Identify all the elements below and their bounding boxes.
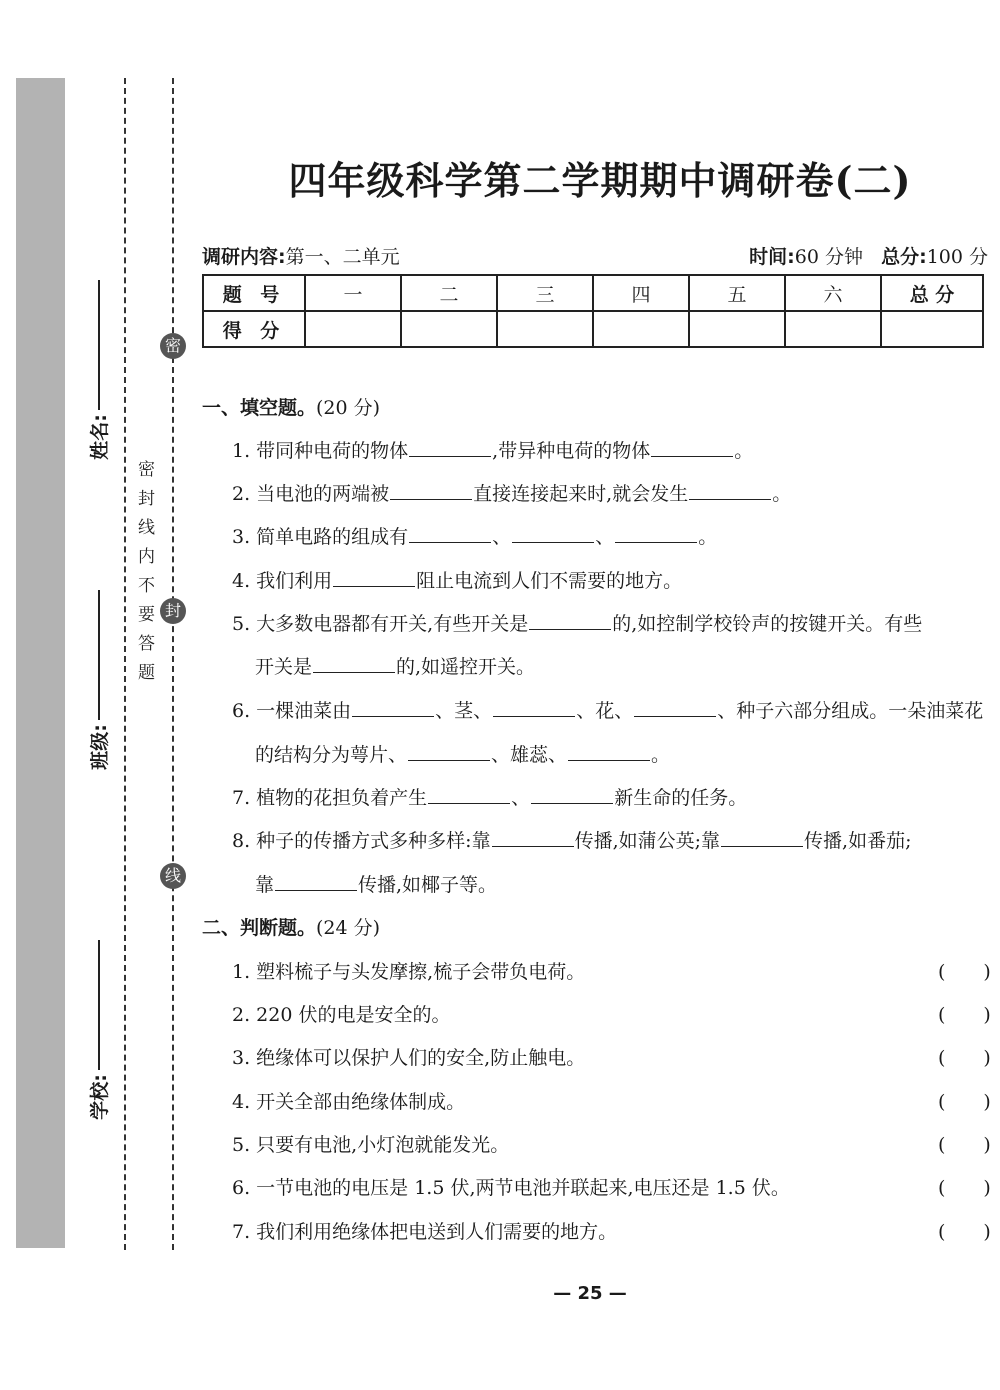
score-table-header: 五 [689, 275, 785, 311]
class-line[interactable] [97, 590, 100, 720]
question-text: 靠 [255, 874, 275, 896]
question-text: 传播,如椰子等。 [358, 874, 498, 896]
name-field[interactable] [78, 280, 118, 460]
school-label: 学校: [88, 1074, 111, 1120]
question-text: 2. 当电池的两端被 [232, 483, 390, 505]
binding-margin-bar [16, 78, 65, 1248]
answer-blank[interactable] [634, 715, 716, 717]
answer-blank[interactable] [409, 541, 491, 543]
score-table-header: 六 [785, 275, 881, 311]
question-text: 阻止电流到人们不需要的地方。 [416, 570, 683, 592]
score-table-header-row [203, 275, 983, 311]
score-cell[interactable] [689, 311, 785, 347]
time-value: 60 分钟 [794, 246, 863, 268]
fill-question-6 [232, 696, 983, 723]
total-label: 总分: [881, 246, 927, 268]
name-line[interactable] [97, 280, 100, 410]
seal-line-note: 密封线内不要答题 [134, 460, 154, 692]
question-text: 的,如控制学校铃声的按键开关。有些 [612, 613, 923, 635]
score-table-header: 一 [305, 275, 401, 311]
seal-char-mi: 密 [160, 333, 186, 359]
score-cell[interactable] [785, 311, 881, 347]
answer-parentheses[interactable]: ( ) [938, 1091, 991, 1113]
question-text: 、雄蕊、 [491, 744, 568, 766]
fill-question-8 [232, 826, 911, 853]
answer-blank[interactable] [313, 671, 395, 673]
answer-blank[interactable] [428, 802, 510, 804]
judge-question-4: 4. 开关全部由绝缘体制成。 [232, 1091, 466, 1113]
answer-parentheses[interactable]: ( ) [938, 1177, 991, 1199]
fill-question-4 [232, 566, 682, 593]
question-text: 、种子六部分组成。一朵油菜花 [717, 700, 984, 722]
question-text: 直接连接起来时,就会发生 [473, 483, 689, 505]
question-text: 。 [734, 440, 754, 462]
section-true-false-heading: 二、判断题。 [202, 917, 317, 939]
score-cell[interactable] [497, 311, 593, 347]
class-label: 班级: [88, 724, 111, 770]
answer-blank[interactable] [689, 498, 771, 500]
score-table-header: 总 分 [881, 275, 983, 311]
answer-parentheses[interactable]: ( ) [938, 1004, 991, 1026]
time-label: 时间: [749, 246, 795, 268]
answer-blank[interactable] [275, 889, 357, 891]
question-text: 、 [511, 787, 531, 809]
question-text: 传播,如番茄; [804, 830, 912, 852]
question-text: 6. 一棵油菜由 [232, 700, 352, 722]
fill-question-1 [232, 436, 753, 463]
scope-value: 第一、二单元 [285, 246, 400, 268]
answer-blank[interactable] [492, 845, 574, 847]
school-line[interactable] [97, 940, 100, 1070]
question-text: 新生命的任务。 [614, 787, 748, 809]
question-text: 5. 大多数电器都有开关,有些开关是 [232, 613, 529, 635]
answer-blank[interactable] [493, 715, 575, 717]
school-field[interactable] [78, 940, 118, 1120]
seal-dash-line-outer [124, 78, 126, 1250]
judge-question-3: 3. 绝缘体可以保护人们的安全,防止触电。 [232, 1047, 586, 1069]
judge-question-2: 2. 220 伏的电是安全的。 [232, 1004, 451, 1026]
seal-char-xian: 线 [160, 863, 186, 889]
question-text: 。 [698, 526, 718, 548]
question-text: 4. 我们利用 [232, 570, 333, 592]
answer-parentheses[interactable]: ( ) [938, 1047, 991, 1069]
total-value: 100 分 [926, 246, 988, 268]
fill-question-6-cont [255, 740, 670, 767]
section-true-false-points: (24 分) [316, 917, 381, 939]
answer-blank[interactable] [390, 498, 472, 500]
score-table-header: 四 [593, 275, 689, 311]
score-table [202, 274, 984, 348]
answer-parentheses[interactable]: ( ) [938, 1134, 991, 1156]
fill-question-7 [232, 783, 747, 810]
answer-blank[interactable] [529, 628, 611, 630]
question-text: 、茎、 [435, 700, 493, 722]
question-text: 、 [595, 526, 615, 548]
section-fill-in-heading: 一、填空题。 [202, 397, 317, 419]
scope-label: 调研内容: [202, 246, 286, 268]
exam-time-total [749, 242, 988, 269]
question-text: 3. 简单电路的组成有 [232, 526, 409, 548]
score-table-header: 二 [401, 275, 497, 311]
fill-question-8-cont [255, 870, 497, 897]
score-table-score-row [203, 311, 983, 347]
question-text: 。 [772, 483, 792, 505]
question-text: 、花、 [576, 700, 634, 722]
answer-blank[interactable] [651, 455, 733, 457]
fill-question-5 [232, 609, 922, 636]
question-text: 1. 带同种电荷的物体 [232, 440, 409, 462]
fill-question-2 [232, 479, 791, 506]
answer-blank[interactable] [408, 759, 490, 761]
answer-blank[interactable] [333, 585, 415, 587]
question-text: 传播,如蒲公英;靠 [574, 830, 721, 852]
answer-blank[interactable] [531, 802, 613, 804]
answer-parentheses[interactable]: ( ) [938, 961, 991, 983]
score-cell[interactable] [881, 311, 983, 347]
exam-scope [202, 242, 400, 269]
score-cell[interactable] [593, 311, 689, 347]
judge-question-5: 5. 只要有电池,小灯泡就能发光。 [232, 1134, 510, 1156]
judge-question-1: 1. 塑料梳子与头发摩擦,梳子会带负电荷。 [232, 961, 586, 983]
question-text: 8. 种子的传播方式多种多样:靠 [232, 830, 491, 852]
page-title: 四年级科学第二学期期中调研卷(二) [288, 158, 912, 203]
score-cell[interactable] [401, 311, 497, 347]
question-text: 的,如遥控开关。 [396, 656, 536, 678]
answer-blank[interactable] [409, 455, 491, 457]
question-text: 7. 植物的花担负着产生 [232, 787, 428, 809]
answer-blank[interactable] [568, 759, 650, 761]
answer-blank[interactable] [615, 541, 697, 543]
question-text: 。 [651, 744, 671, 766]
question-text: 开关是 [255, 656, 313, 678]
score-table-header: 题 号 [203, 275, 305, 311]
section-fill-in-points: (20 分) [316, 397, 381, 419]
score-row-label: 得 分 [203, 311, 305, 347]
page-number: — 25 — [553, 1283, 627, 1304]
score-table-header: 三 [497, 275, 593, 311]
section-fill-in-title [202, 393, 380, 420]
section-true-false-title [202, 913, 380, 940]
seal-dash-line-inner [172, 78, 174, 1250]
fill-question-5-cont [255, 652, 535, 679]
seal-char-feng: 封 [160, 598, 186, 624]
fill-question-3 [232, 522, 717, 549]
answer-blank[interactable] [512, 541, 594, 543]
answer-blank[interactable] [352, 715, 434, 717]
name-label: 姓名: [88, 414, 111, 460]
answer-parentheses[interactable]: ( ) [938, 1221, 991, 1243]
question-text: ,带异种电荷的物体 [492, 440, 651, 462]
judge-question-7: 7. 我们利用绝缘体把电送到人们需要的地方。 [232, 1221, 618, 1243]
score-cell[interactable] [305, 311, 401, 347]
question-text: 、 [492, 526, 512, 548]
judge-question-6: 6. 一节电池的电压是 1.5 伏,两节电池并联起来,电压还是 1.5 伏。 [232, 1177, 790, 1199]
answer-blank[interactable] [721, 845, 803, 847]
class-field[interactable] [78, 590, 118, 770]
question-text: 的结构分为萼片、 [255, 744, 408, 766]
